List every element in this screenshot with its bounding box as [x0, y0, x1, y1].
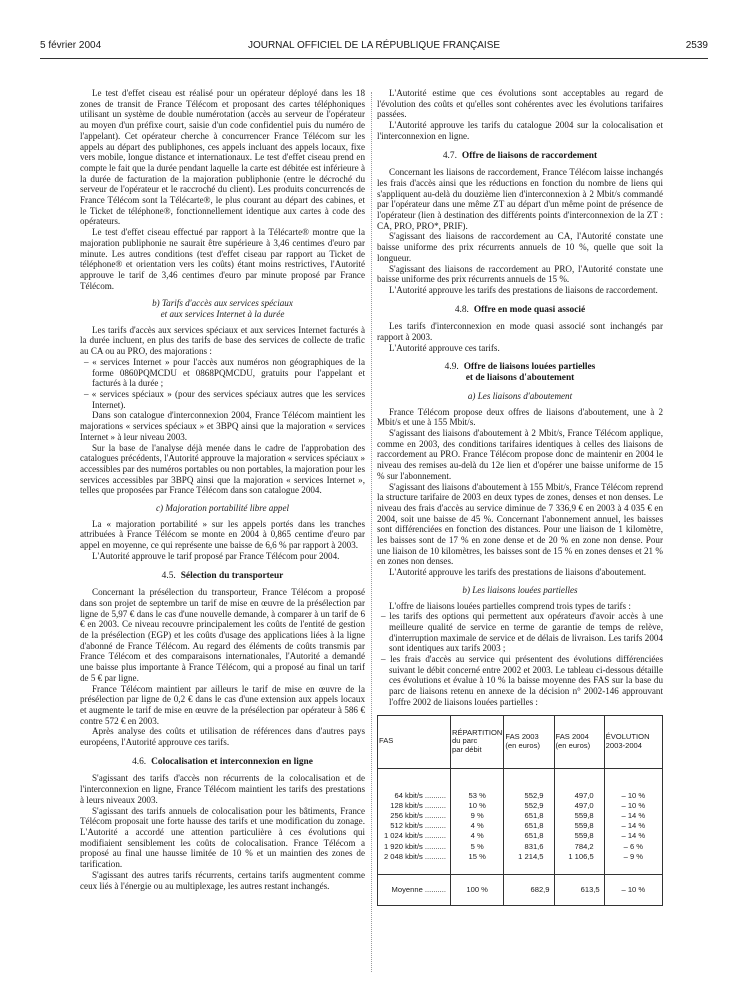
paragraph: Les tarifs d'accès aux services spéciaux et aux services Internet facturés à la durée incluent, en plus des tarifs de base des services de collecte de trafic au CA ou au PRO, des majorations : [80, 324, 365, 357]
section-number: 4.7. [442, 150, 457, 161]
fas-2004-cell: 784,2 [554, 842, 604, 852]
section-title: Offre de liaisons louées partielles et de liaisons d'aboutement [463, 362, 596, 384]
distribution-cell: 4 % [451, 821, 504, 831]
paragraph: France Télécom maintient par ailleurs le tarif de mise en œuvre de la présélection par ligne de 0,2 € dans le cas d'une extension aux appels locaux et augmente le tarif de mise en œuvre de la présélection par opérateur à 586 € contre 572 € en 2003. [80, 683, 365, 726]
paragraph: Concernant les liaisons de raccordement, France Télécom laisse inchangés les frais d'accès ainsi que les réductions en fonction du nombre de liens qui s'appliquent au-delà du douzième lien d'interconnexion à 2 Mbit/s commandé par l'opérateur dans une même ZT au départ d'un même point de présence de l'opérateur (lien à destination des différents points d'interconnexion de la ZT : CA, PRO, PRO*, PRIF). [377, 167, 663, 231]
distribution-cell: 10 % [451, 801, 504, 811]
change-cell: – 6 % [604, 842, 662, 852]
list-item: – « services Internet » pour l'accès aux numéros non géographiques de la forme 0860PQMCDU et 0868PQMCDU, gratuits pour l'appelant et facturés à la durée ; [84, 356, 365, 389]
section-title: Colocalisation et interconnexion en ligne [151, 756, 313, 767]
fas-2003-cell: 682,9 [504, 874, 554, 905]
section-title: Sélection du transporteur [180, 570, 284, 581]
fas-2004-cell: 559,8 [554, 811, 604, 821]
section-title: Offre de liaisons de raccordement [461, 150, 598, 161]
distribution-cell: 100 % [451, 874, 504, 905]
fas-2003-cell: 651,8 [504, 811, 554, 821]
distribution-cell: 5 % [451, 842, 504, 852]
paragraph: S'agissant des autres tarifs récurrents, certains tarifs augmentent comme ceux liés à l'énergie ou au multiplexage, les autres restant inchangés. [80, 869, 365, 891]
fas-2004-cell: 559,8 [554, 821, 604, 831]
table-row [378, 831, 663, 841]
paragraph: L'offre de liaisons louées partielles comprend trois types de tarifs : [389, 600, 631, 611]
paragraph: Sur la base de l'analyse déjà menée dans le cadre de l'approbation des catalogues précédents, l'Autorité approuve la majoration « services spéciaux » accessibles par des numéros portables ou non portables, la majoration pour les services accessibles par 3BPQ ainsi que la majoration « services Internet », telles que proposées par France Télécom dans son catalogue 2004. [80, 442, 365, 496]
table-body [378, 768, 663, 906]
paragraph: S'agissant des liaisons de raccordement au PRO, l'Autorité constate une baisse uniforme des prix récurrents annuels de 15 %. [377, 263, 663, 285]
fas-cell: Moyenne .......... [378, 874, 451, 905]
distribution-cell: 9 % [451, 811, 504, 821]
distribution-cell: 4 % [451, 831, 504, 841]
fas-2004-cell: 497,0 [554, 801, 604, 811]
column-divider [371, 92, 372, 972]
bullet-list [80, 357, 365, 411]
section-heading [377, 151, 663, 162]
column-header: FAS [378, 715, 451, 768]
change-cell: – 14 % [604, 811, 662, 821]
section-heading [377, 362, 663, 383]
paragraph: L'Autorité approuve les tarifs des prestations de liaisons d'aboutement. [389, 567, 647, 578]
table-row [378, 842, 663, 852]
change-cell: – 10 % [604, 801, 662, 811]
fas-cell: 2 048 kbit/s .......... [378, 852, 451, 875]
table-row [378, 821, 663, 831]
fas-cell: 256 kbit/s .......... [378, 811, 451, 821]
table-total-row [378, 874, 663, 905]
fas-2003-cell: 651,8 [504, 821, 554, 831]
section-heading [80, 571, 365, 582]
table-row [378, 811, 663, 821]
paragraph: L'Autorité approuve ces tarifs. [389, 342, 500, 353]
paragraph: Les tarifs d'interconnexion en mode quasi associé sont inchangés par rapport à 2003. [377, 321, 663, 343]
right-column [377, 88, 663, 906]
change-cell: – 14 % [604, 821, 662, 831]
paragraph: L'Autorité estime que ces évolutions sont acceptables au regard de l'évolution des coûts et qu'elles sont cohérentes avec les évolutions tarifaires passées. [377, 88, 663, 120]
paragraph: S'agissant des tarifs d'accès non récurrents de la colocalisation et de l'interconnexion en ligne, France Télécom maintient les tarifs des prestations à leurs niveaux 2003. [80, 773, 365, 805]
paragraph: S'agissant des liaisons d'aboutement à 155 Mbit/s, France Télécom reprend la structure tarifaire de 2003 en deux types de zones, denses et non denses. Le niveau des frais d'accès au service diminue de 7 336,9 € en 2003 à 4 035 € en 2004, soit une baisse de 45 %. Concernant l'abonnement annuel, les baisses sont différenciées en fonction des distances. Pour une liaison de 1 kilomètre, les baisses sont de 17 % en zone dense et de 20 % en zone non dense. Pour une liaison de 10 kilomètres, les baisses sont de 15 % en zones denses et 21 % en zones non denses. [377, 481, 663, 567]
column-header: FAS 2004 (en euros) [554, 715, 604, 768]
fas-cell: 128 kbit/s .......... [378, 801, 451, 811]
header-page-number: 2539 [685, 40, 708, 51]
fas-cell: 1 024 kbit/s .......... [378, 831, 451, 841]
header-journal-title: JOURNAL OFFICIEL DE LA RÉPUBLIQUE FRANÇAISE [247, 40, 501, 51]
section-number: 4.9. [444, 362, 459, 373]
fas-2003-cell: 651,8 [504, 831, 554, 841]
paragraph: France Télécom propose deux offres de liaisons d'aboutement, une à 2 Mbit/s et une à 155 Mbit/s. [377, 406, 663, 428]
paragraph: Le test d'effet ciseau effectué par rapport à la Télécarte® montre que la majoration publiphonie ne saurait être supérieure à 3,46 centimes d'euro par minute. Les autres conditions (test d'effet ciseau par rapport au Ticket de téléphone® et orientation vers les coûts) étant moins restrictives, l'Autorité approuve le tarif de 3,46 centimes d'euro par minute proposé par France Télécom. [80, 227, 365, 291]
bullet-list [377, 611, 663, 707]
paragraph: Dans son catalogue d'interconnexion 2004, France Télécom maintient les majorations « services spéciaux » et 3BPQ ainsi que la majoration « services Internet » à leur niveau 2003. [80, 410, 365, 442]
section-number: 4.8. [454, 304, 469, 315]
section-title: Offre en mode quasi associé [473, 304, 586, 315]
fas-cell: 1 920 kbit/s .......... [378, 842, 451, 852]
left-column [80, 88, 365, 891]
subsection-title: c) Majoration portabilité libre appel [155, 503, 290, 514]
paragraph: Après analyse des coûts et utilisation de références dans d'autres pays européens, l'Autorité approuve ces tarifs. [80, 726, 365, 748]
fas-table [377, 715, 663, 907]
column-header: ÉVOLUTION 2003-2004 [604, 715, 662, 768]
change-cell: – 14 % [604, 831, 662, 841]
paragraph: S'agissant des liaisons d'aboutement à 2 Mbit/s, France Télécom applique, comme en 2003, des conditions tarifaires identiques à celles des liaisons de raccordement au PRO. France Télécom propose donc de maintenir en 2004 le niveau des remises au-delà du 12e lien et d'opérer une baisse uniforme de 15 % sur l'abonnement. [377, 427, 663, 481]
subsection-title: b) Les liaisons louées partielles [462, 584, 578, 595]
list-item: – les tarifs des options qui permettent aux opérateurs d'avoir accès à une meilleure qualité de service en terme de garantie de temps de relève, d'interruption maximale de service et de délais de livraison. Les tarifs 2004 sont identiques aux tarifs 2003 ; [381, 611, 663, 654]
fas-2004-cell: 559,8 [554, 831, 604, 841]
paragraph: L'Autorité approuve le tarif proposé par France Télécom pour 2004. [92, 550, 340, 561]
fas-cell: 512 kbit/s .......... [378, 821, 451, 831]
fas-2003-cell: 552,9 [504, 801, 554, 811]
fas-2003-cell: 552,9 [504, 768, 554, 801]
distribution-cell: 53 % [451, 768, 504, 801]
section-heading [377, 305, 663, 316]
subsection-title: b) Tarifs d'accès aux services spéciaux et aux services Internet à la durée [152, 298, 293, 320]
section-heading [80, 757, 365, 768]
fas-2004-cell: 613,5 [554, 874, 604, 905]
table-header-row [378, 715, 663, 768]
table-row [378, 768, 663, 801]
fas-2004-cell: 497,0 [554, 768, 604, 801]
paragraph: S'agissant des tarifs annuels de colocalisation pour les bâtiments, France Télécom proposait une forte hausse des tarifs et une modification du zonage. L'Autorité a accordé une attention particulière à ces évolutions qui modifiaient sensiblement les coûts de colocalisation. France Télécom a proposé au final une hausse limitée de 10 % et un maintien des zones de tarification. [80, 805, 365, 870]
distribution-cell: 15 % [451, 852, 504, 875]
list-item: – « services spéciaux » (pour des services spéciaux autres que les services Internet). [84, 388, 365, 410]
change-cell: – 10 % [604, 874, 662, 905]
section-number: 4.5. [161, 570, 176, 581]
section-number: 4.6. [132, 756, 147, 767]
paragraph: Le test d'effet ciseau est réalisé pour un opérateur déployé dans les 18 zones de transit de France Télécom et proposant des cartes téléphoniques utilisant un système de double numérotation (accès au serveur de l'opérateur au moyen d'un préfixe court, saisie d'un code confidentiel puis du numéro de l'appelant). Cet opérateur cherche à concurrencer France Télécom sur les appels au départ des publiphones, ces appels incluant des appels locaux, fixe vers mobile, longue distance et internationaux. Le test d'effet ciseau prend en compte le fait que la durée pendant laquelle la carte est débitée est inférieure à la durée de facturation de la majoration publiphonie (entre le décroché du serveur de l'opérateur et le raccroché du client). Les produits concurrencés de France Télécom sont la Télécarte®, le plus courant au départ des cabines, et le Ticket de téléphone®, fonctionnellement identique aux cartes à code des opérateurs. [80, 88, 365, 227]
page-header [40, 40, 708, 54]
fas-2003-cell: 1 214,5 [504, 852, 554, 875]
table-row [378, 852, 663, 875]
fas-cell: 64 kbit/s .......... [378, 768, 451, 801]
subsection-title: a) Les liaisons d'aboutement [467, 390, 573, 401]
list-item: – les frais d'accès au service qui présentent des évolutions différenciées suivant le débit concerné entre 2002 et 2003. Le tableau ci-dessous détaille ces évolutions et évalue à 10 % la baisse moyenne des FAS sur la base du parc de liaisons retenu en annexe de la décision n° 2002-146 approuvant l'offre 2002 de liaisons louées partielles : [381, 654, 663, 707]
change-cell: – 9 % [604, 852, 662, 875]
paragraph: L'Autorité approuve les tarifs du catalogue 2004 sur la colocalisation et l'interconnexion en ligne. [377, 120, 663, 141]
paragraph: S'agissant des liaisons de raccordement au CA, l'Autorité constate une baisse uniforme des prix récurrents annuels de 10 %, quelle que soit la longueur. [377, 231, 663, 263]
paragraph: Concernant la présélection du transporteur, France Télécom a proposé dans son projet de septembre un tarif de mise en œuvre de la présélection par ligne de 5,97 € dans le cas d'une nouvelle demande, à comparer à un tarif de 6 € en 2003. Ce niveau recouvre principalement les coûts de l'entité de gestion de la présélection (EGP) et les coûts d'usage des applications liées à la ligne d'abonné de France Télécom. Au regard des éléments de coûts transmis par France Télécom et des comparaisons internationales, l'Autorité a demandé une baisse plus importante à France Télécom, qui a proposé au final un tarif de 5 € par ligne. [80, 587, 365, 683]
paragraph: La « majoration portabilité » sur les appels portés dans les tranches attribuées à France Télécom se monte en 2004 à 0,865 centime d'euro par appel en moyenne, ce qui représente une baisse de 6,6 % par rapport à 2003. [80, 518, 365, 551]
paragraph: L'Autorité approuve les tarifs des prestations de liaisons de raccordement. [389, 284, 658, 295]
change-cell: – 10 % [604, 768, 662, 801]
column-header: FAS 2003 (en euros) [504, 715, 554, 768]
fas-2003-cell: 831,6 [504, 842, 554, 852]
table-row [378, 801, 663, 811]
column-header: RÉPARTITION du parc par débit [451, 715, 504, 768]
header-rule [40, 58, 708, 59]
header-date: 5 février 2004 [40, 40, 102, 51]
fas-2004-cell: 1 106,5 [554, 852, 604, 875]
